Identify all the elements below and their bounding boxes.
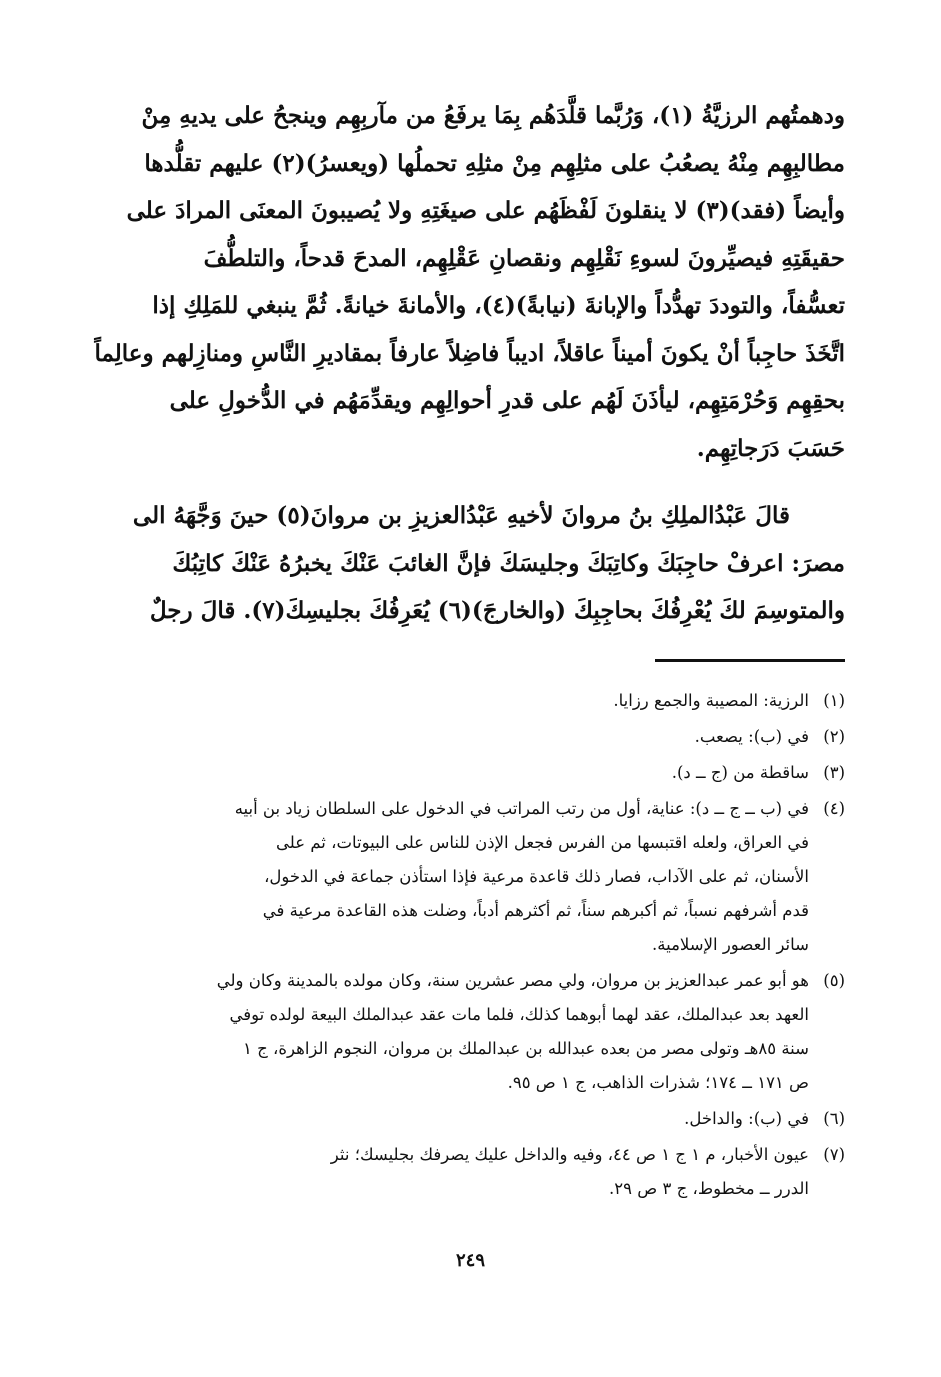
footnote-line: في العراق، ولعله اقتبسها من الفرس فجعل الإذن للناس على البيوتات، ثم على	[276, 833, 809, 852]
footnote-line: الأسنان، ثم على الآداب، فصار ذلك قاعدة مرعية فإذا استأذن جماعة في الدخول،	[264, 867, 809, 886]
text-line: ودهمتُهم الرزيَّةُ (١)، وَرُبَّما قلَّدَهُم بِمَا يرفَعُ من مآربِهِم وينجحُ على يديهِ مِنْ	[141, 102, 845, 129]
paragraph-1	[94, 92, 845, 472]
text-line: بحقِهِم وَحُرْمَتِهِم، ليأذَنَ لَهُم على قدرِ أحوالِهِم ويقدِّمَهُم في الدُّخولِ على	[169, 387, 845, 414]
footnote-number: (٣)	[823, 763, 845, 782]
main-text	[94, 92, 845, 635]
text-line: حقيقَتِهِ فيصيِّرونَ لسوءِ نَقْلِهِم ونقصانِ عَقْلِهِم، المدحَ قدحاً، والتلطُّفَ	[203, 244, 845, 272]
footnote-line: ص ١٧١ ــ ١٧٤؛ شذرات الذاهب، ج ١ ص ٩٥.	[507, 1073, 809, 1092]
footnote-text: في (ب): يصعب.	[694, 727, 809, 746]
footnote-line	[150, 1102, 845, 1136]
paragraph-spacer	[150, 472, 845, 492]
text-line: اتَّخَذَ حاجِباً أنْ يكونَ أميناً عاقلاً، اديباً فاضِلاً عارفاً بمقاديرِ النَّاسِ ومنازِلهم وعالِماً	[94, 339, 845, 367]
footnote-7	[150, 1138, 845, 1206]
footnote-line	[150, 756, 845, 790]
footnote-number: (٥)	[823, 971, 845, 990]
footnote-text: الرزية: المصيبة والجمع رزايا.	[613, 691, 809, 710]
footnote-5	[150, 964, 845, 1100]
page-number: ٢٤٩	[455, 1250, 485, 1271]
footnote-3	[150, 756, 845, 790]
paragraph-2	[132, 492, 845, 635]
footnote-separator	[655, 659, 845, 662]
footnote-line: الدرر ــ مخطوط، ج ٣ ص ٢٩.	[609, 1179, 809, 1198]
footnote-1	[150, 684, 845, 718]
footnote-line	[150, 720, 845, 754]
footnote-text: في (ب): والداخل.	[684, 1109, 809, 1128]
footnote-line: سنة ٨٥هـ وتولى مصر من بعده عبدالله بن عبدالملك بن مروان، النجوم الزاهرة، ج ١	[243, 1039, 809, 1058]
text-line: مطالبِهِم مِنْهُ يصعُبُ على مثلِهِم مِنْ مثلِهِ تحملُها (ويعسرُ)(٢) عليهم تقلُّدها	[144, 149, 845, 177]
footnote-line: العهد بعد عبدالملك، عقد لهما أبوهما كذلك، فلما مات عقد عبدالملك البيعة لولده توفي	[229, 1005, 809, 1024]
text-line: والمتوسِمَ لكَ يُعْرِفُكَ بحاجِبِكَ (والخارجَ)(٦) يُعَرِفُكَ بجليسِكَ(٧). قالَ رجلٌ	[149, 597, 845, 624]
text-line: قالَ عَبْدُالملِكِ بنُ مروانَ لأخيهِ عَبْدُالعزيزِ بن مروانَ(٥) حينَ وَجَّهَهُ الى	[132, 502, 790, 529]
footnote-number: (٧)	[823, 1145, 845, 1164]
footnote-line	[150, 792, 845, 826]
footnote-text: هو أبو عمر عبدالعزيز بن مروان، ولي مصر عشرين سنة، وكان مولده بالمدينة وكان ولي	[216, 971, 809, 990]
footnote-2	[150, 720, 845, 754]
footnote-number: (٦)	[823, 1109, 845, 1128]
text-line: وأيضاً (فقد)(٣) لا ينقلونَ لَفْظَهُم على صيغَتِهِ ولا يُصيبونَ المعنَى المرادَ على	[126, 197, 845, 224]
footnote-number: (١)	[823, 691, 845, 710]
footnote-line	[150, 684, 845, 718]
footnote-line: قدم أشرفهم نسباً، ثم أكبرهم سناً، ثم أكثرهم أدباً، وضلت هذه القاعدة مرعية في	[262, 901, 809, 920]
footnote-6	[150, 1102, 845, 1136]
footnote-4	[150, 792, 845, 962]
text-line: حَسَبَ دَرَجاتِهِم.	[696, 434, 845, 462]
footnote-text: ساقطة من (ج ــ د).	[671, 763, 809, 782]
footnote-text: في (ب ــ ج ــ د): عناية، أول من رتب المراتب في الدخول على السلطان زياد بن أبيه	[234, 799, 809, 818]
footnote-line	[150, 964, 845, 998]
footnote-number: (٤)	[823, 799, 845, 818]
footnote-line: سائر العصور الإسلامية.	[652, 935, 809, 954]
footnotes	[150, 684, 845, 1208]
footnote-number: (٢)	[823, 727, 845, 746]
footnote-text: عيون الأخبار، م ١ ج ١ ص ٤٤، وفيه والداخل عليك يصرفك بجليسك؛ نثر	[330, 1145, 809, 1164]
text-line: تعسُّفاً، والتوددَ تهدُّداً والإبانةَ (نيابةً)(٤)، والأمانةَ خيانةً. ثُمَّ ينبغي للمَلِكِ إذا	[152, 292, 845, 319]
footnote-line	[150, 1138, 845, 1172]
text-line: مصرَ: اعرفْ حاجِبَكَ وكاتِبَكَ وجليسَكَ فإنَّ الغائبَ عَنْكَ يخبرُهُ عَنْكَ كاتِبُكَ	[172, 549, 845, 577]
